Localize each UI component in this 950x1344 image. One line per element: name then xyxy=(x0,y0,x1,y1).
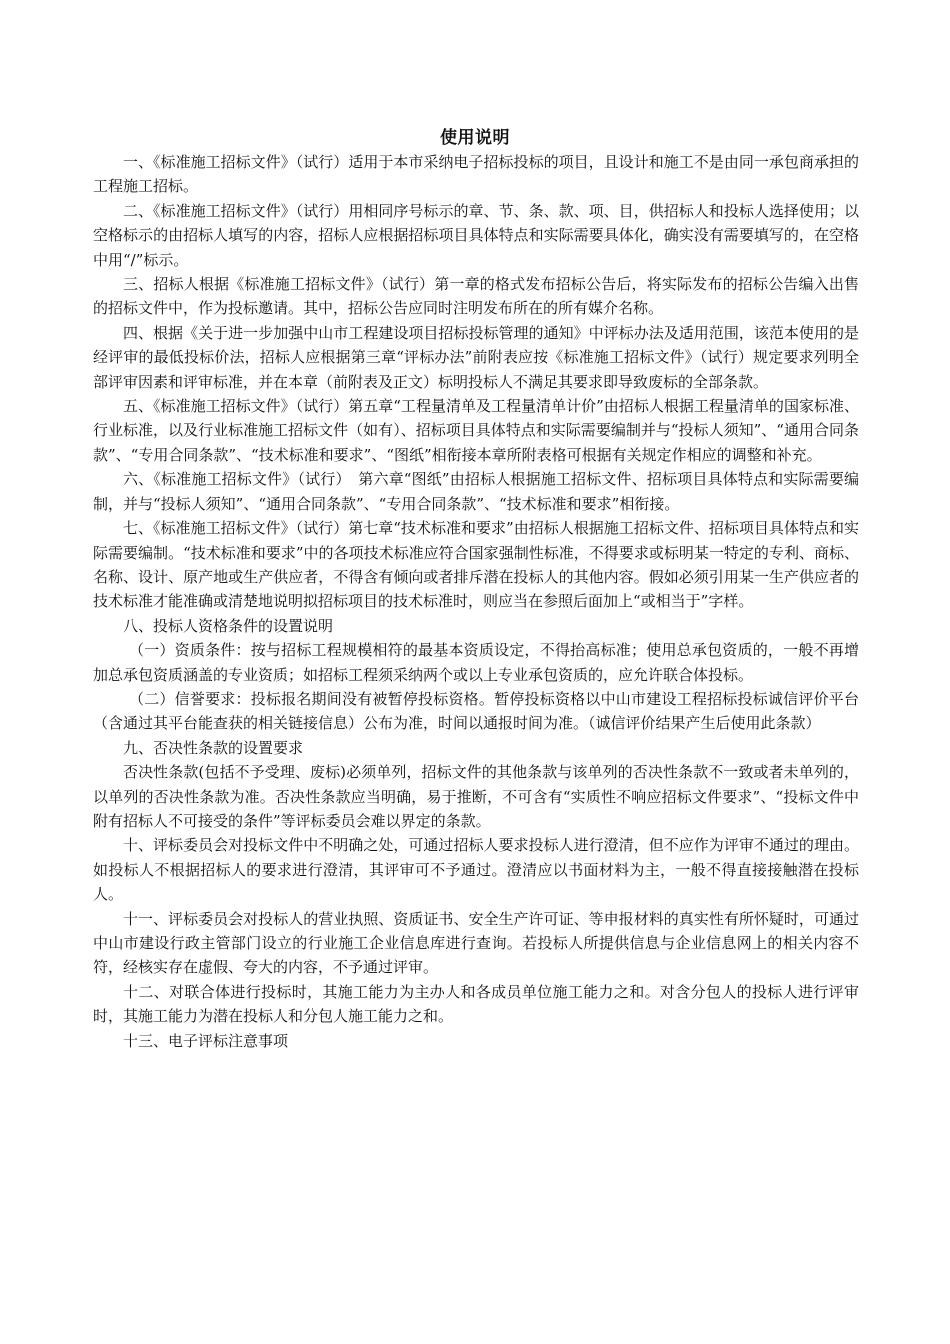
paragraph-8-2: （二）信誉要求：投标报名期间没有被暂停投标资格。暂停投标资格以中山市建设工程招标投标诚信评价平台（含通过其平台能查获的相关链接信息）公布为准，时间以通报时间为准。（诚信评价结果产生后使用此条款） xyxy=(93,689,859,733)
paragraph-3: 三、招标人根据《标准施工招标文件》（试行）第一章的格式发布招标公告后，将实际发布的招标公告编入出售的招标文件中，作为投标邀请。其中，招标公告应同时注明发布所在的所有媒介名称。 xyxy=(93,275,859,318)
paragraph-1: 一、《标准施工招标文件》（试行）适用于本市采纳电子招标投标的项目，且设计和施工不是由同一承包商承担的工程施工招标。 xyxy=(93,153,859,196)
paragraph-7: 七、《标准施工招标文件》（试行）第七章“技术标准和要求”由招标人根据施工招标文件、招标项目具体特点和实际需要编制。“技术标准和要求”中的各项技术标准应符合国家强制性标准，不得要求或标明某一特定的专利、商标、名称、设计、原产地或生产供应者，不得含有倾向或者排斥潜在投标人的其他内容。假如必须引用某一生产供应者的技术标准才能准确或清楚地说明拟招标项目的技术标准时，则应当在参照后面加上“或相当于”字样。 xyxy=(93,519,859,611)
paragraph-4: 四、根据《关于进一步加强中山市工程建设项目招标投标管理的通知》中评标办法及适用范围，该范本使用的是经评审的最低投标价法，招标人应根据第三章“评标办法”前附表应按《标准施工招标文件》（试行）规定要求列明全部评审因素和评审标准，并在本章（前附表及正文）标明投标人不满足其要求即导致废标的全部条款。 xyxy=(93,323,859,391)
paragraph-9-body: 否决性条款(包括不予受理、废标)必须单列，招标文件的其他条款与该单列的否决性条款不一致或者未单列的，以单列的否决性条款为准。否决性条款应当明确，易于推断，不可含有“实质性不响应招标文件要求”、“投标文件中附有招标人不可接受的条件”等评标委员会难以界定的条款。 xyxy=(93,763,859,830)
paragraph-2: 二、《标准施工招标文件》（试行）用相同序号标示的章、节、条、款、项、目，供招标人和投标人选择使用；以空格标示的由招标人填写的内容，招标人应根据招标项目具体特点和实际需要具体化，确实没有需要填写的，在空格中用“/”标示。 xyxy=(93,201,859,269)
paragraph-11: 十一、评标委员会对投标人的营业执照、资质证书、安全生产许可证、等申报材料的真实性有所怀疑时，可通过中山市建设行政主管部门设立的行业施工企业信息库进行查询。若投标人所提供信息与企业信息网上的相关内容不符，经核实存在虚假、夸大的内容，不予通过评审。 xyxy=(93,909,859,977)
paragraph-8-1: （一）资质条件：按与招标工程规模相符的最基本资质设定，不得抬高标准；使用总承包资质的，一般不再增加总承包资质涵盖的专业资质；如招标工程须采纳两个或以上专业承包资质的，应允许联合体投标。 xyxy=(93,641,859,684)
page-title: 使用说明 xyxy=(440,128,510,148)
paragraph-6: 六、《标准施工招标文件》（试行） 第六章“图纸”由招标人根据施工招标文件、招标项目具体特点和实际需要编制，并与“投标人须知”、“通用合同条款”、“专用合同条款”、“技术标准和要求”相衔接。 xyxy=(93,470,859,513)
paragraph-5: 五、《标准施工招标文件》（试行）第五章“工程量清单及工程量清单计价”由招标人根据工程量清单的国家标准、行业标准，以及行业标准施工招标文件（如有）、招标项目具体特点和实际需要编制并与“投标人须知”、“通用合同条款”、“专用合同条款”、“技术标准和要求”、“图纸”相衔接本章所附表格可根据有关规定作相应的调整和补充。 xyxy=(93,397,859,464)
document-body xyxy=(93,150,859,1053)
paragraph-10: 十、评标委员会对投标文件中不明确之处，可通过招标人要求投标人进行澄清，但不应作为评审不通过的理由。如投标人不根据招标人的要求进行澄清，其评审可不予通过。澄清应以书面材料为主，一般不得直接接触潜在投标人。 xyxy=(93,836,859,904)
paragraph-13-heading: 十三、电子评标注意事项 xyxy=(123,1031,289,1050)
paragraph-9-heading: 九、否决性条款的设置要求 xyxy=(123,738,304,757)
paragraph-12: 十二、对联合体进行投标时，其施工能力为主办人和各成员单位施工能力之和。对含分包人的投标人进行评审时，其施工能力为潜在投标人和分包人施工能力之和。 xyxy=(93,982,859,1026)
paragraph-8-heading: 八、投标人资格条件的设置说明 xyxy=(123,616,334,635)
